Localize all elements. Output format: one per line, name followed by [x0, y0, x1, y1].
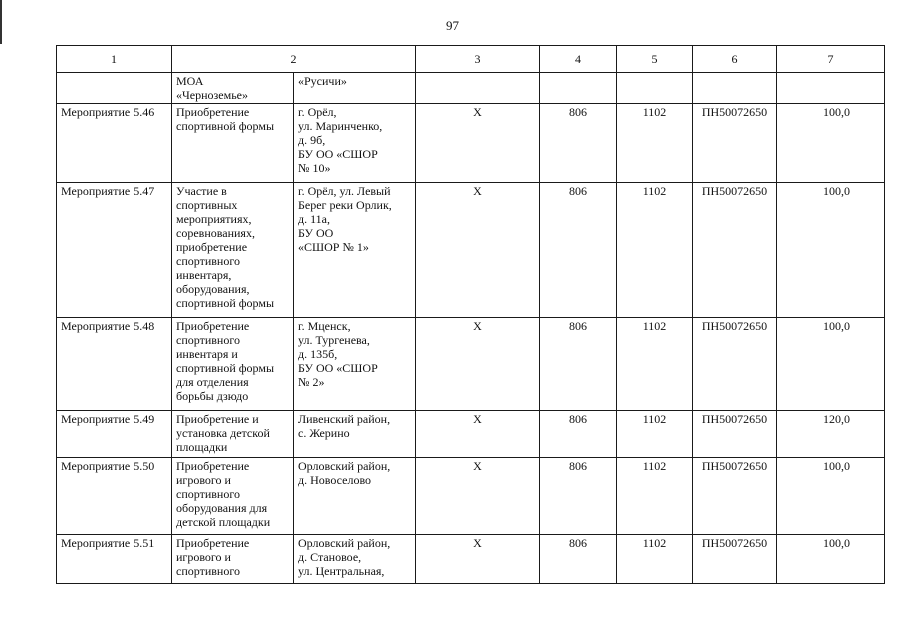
description-cell: Приобретение игрового и спортивного — [172, 535, 294, 584]
description-cell: Приобретение спортивной формы — [172, 104, 294, 183]
description-cell: Приобретение спортивного инвентаря и спортивной формы для отделения борьбы дзюдо — [172, 318, 294, 411]
address-cell: Ливенский район, с. Жерино — [294, 411, 416, 458]
measure-label-cell: Мероприятие 5.50 — [57, 458, 172, 535]
amount-cell: 120,0 — [777, 411, 885, 458]
column-number-row — [57, 46, 885, 73]
address-cell: Орловский район, д. Становое, ул. Центральная, — [294, 535, 416, 584]
table-row — [57, 458, 885, 535]
table-cell — [416, 73, 540, 104]
code-4-cell: 806 — [540, 318, 617, 411]
table-row — [57, 318, 885, 411]
measure-label-cell: Мероприятие 5.48 — [57, 318, 172, 411]
column-header: 7 — [777, 46, 885, 73]
code-5-cell: 1102 — [617, 104, 693, 183]
target-code-cell: ПН50072650 — [693, 535, 777, 584]
code-4-cell: 806 — [540, 411, 617, 458]
description-cell: Участие в спортивных мероприятиях, соревнованиях, приобретение спортивного инвентаря, оборудования, спортивной формы — [172, 183, 294, 318]
table-cell: «Русичи» — [294, 73, 416, 104]
description-cell: Приобретение игрового и спортивного оборудования для детской площадки — [172, 458, 294, 535]
table-row — [57, 535, 885, 584]
marker-cell: Х — [416, 535, 540, 584]
table-cell — [693, 73, 777, 104]
address-cell: г. Орёл, ул. Маринченко, д. 9б, БУ ОО «СШОР № 10» — [294, 104, 416, 183]
marker-cell: Х — [416, 183, 540, 318]
column-header: 6 — [693, 46, 777, 73]
target-code-cell: ПН50072650 — [693, 183, 777, 318]
column-header: 3 — [416, 46, 540, 73]
address-cell: Орловский район, д. Новоселово — [294, 458, 416, 535]
code-5-cell: 1102 — [617, 535, 693, 584]
table-cell — [540, 73, 617, 104]
marker-cell: Х — [416, 411, 540, 458]
column-header: 2 — [172, 46, 416, 73]
table-body — [57, 46, 885, 584]
description-cell: Приобретение и установка детской площадки — [172, 411, 294, 458]
table-row — [57, 104, 885, 183]
table-cell: МОА «Черноземье» — [172, 73, 294, 104]
page-number: 97 — [446, 18, 459, 33]
code-4-cell: 806 — [540, 458, 617, 535]
code-5-cell: 1102 — [617, 318, 693, 411]
marker-cell: Х — [416, 318, 540, 411]
marker-cell: Х — [416, 458, 540, 535]
measure-label-cell: Мероприятие 5.51 — [57, 535, 172, 584]
code-4-cell: 806 — [540, 104, 617, 183]
amount-cell: 100,0 — [777, 318, 885, 411]
address-cell: г. Орёл, ул. Левый Берег реки Орлик, д. 11а, БУ ОО «СШОР № 1» — [294, 183, 416, 318]
code-4-cell: 806 — [540, 183, 617, 318]
code-5-cell: 1102 — [617, 411, 693, 458]
table-row — [57, 183, 885, 318]
amount-cell: 100,0 — [777, 458, 885, 535]
code-5-cell: 1102 — [617, 458, 693, 535]
amount-cell: 100,0 — [777, 104, 885, 183]
continuation-row — [57, 73, 885, 104]
table-cell — [57, 73, 172, 104]
column-header: 5 — [617, 46, 693, 73]
target-code-cell: ПН50072650 — [693, 104, 777, 183]
code-4-cell: 806 — [540, 535, 617, 584]
table-cell — [777, 73, 885, 104]
table-cell — [617, 73, 693, 104]
table-row — [57, 411, 885, 458]
target-code-cell: ПН50072650 — [693, 458, 777, 535]
measure-label-cell: Мероприятие 5.47 — [57, 183, 172, 318]
column-header: 4 — [540, 46, 617, 73]
address-cell: г. Мценск, ул. Тургенева, д. 135б, БУ ОО «СШОР № 2» — [294, 318, 416, 411]
column-header: 1 — [57, 46, 172, 73]
target-code-cell: ПН50072650 — [693, 411, 777, 458]
code-5-cell: 1102 — [617, 183, 693, 318]
marker-cell: Х — [416, 104, 540, 183]
measure-label-cell: Мероприятие 5.49 — [57, 411, 172, 458]
target-code-cell: ПН50072650 — [693, 318, 777, 411]
amount-cell: 100,0 — [777, 535, 885, 584]
amount-cell: 100,0 — [777, 183, 885, 318]
measures-table — [56, 45, 885, 584]
measure-label-cell: Мероприятие 5.46 — [57, 104, 172, 183]
